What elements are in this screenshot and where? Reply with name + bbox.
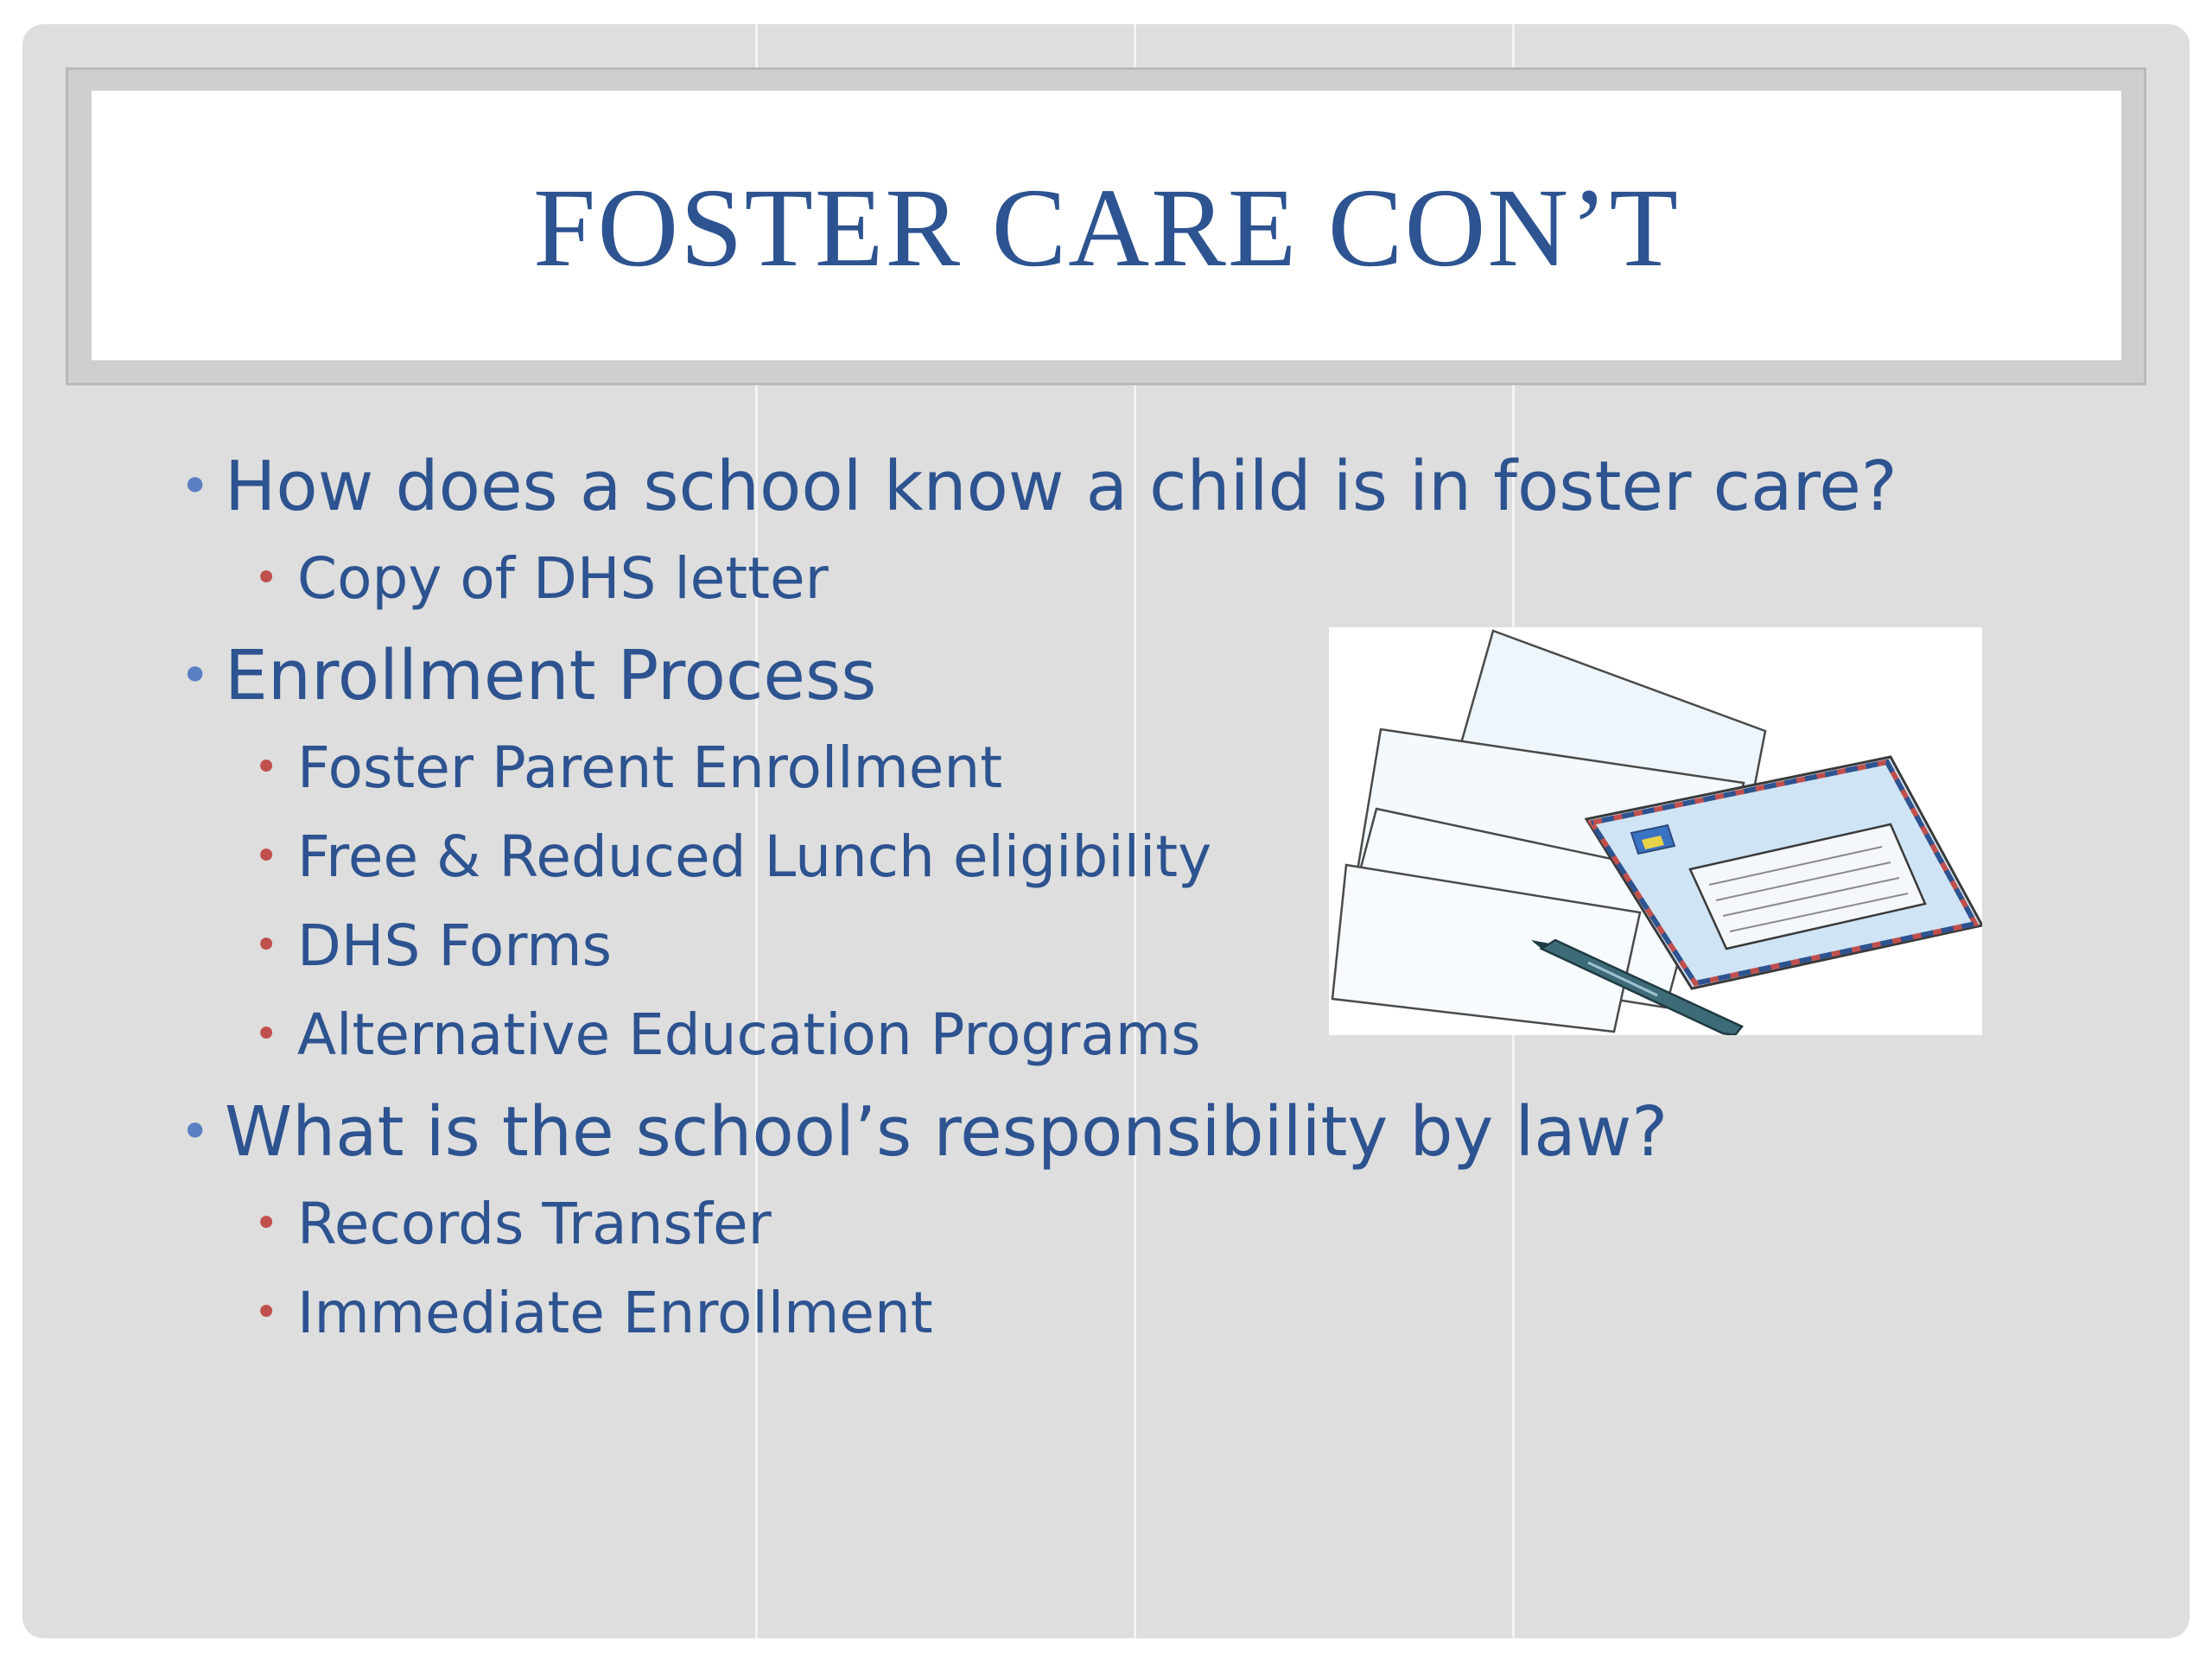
sub-bullet-dot: • bbox=[254, 743, 279, 791]
bullet-dot: • bbox=[180, 645, 211, 706]
bullet-text: What is the school’s responsibility by law? bbox=[225, 1092, 1669, 1172]
envelope-icon bbox=[1329, 627, 1982, 1035]
sub-bullet-text: Foster Parent Enrollment bbox=[297, 734, 1003, 801]
bullet-item bbox=[152, 1084, 2096, 1179]
sub-bullet-dot: • bbox=[254, 832, 279, 880]
sub-bullet-text: Free & Reduced Lunch eligibility bbox=[297, 823, 1212, 890]
sub-bullet-dot: • bbox=[254, 1288, 279, 1337]
sub-bullet-text: Alternative Education Programs bbox=[297, 1001, 1201, 1068]
sub-bullet-item bbox=[152, 1179, 2096, 1268]
title-frame bbox=[66, 67, 2146, 385]
bullet-dot: • bbox=[180, 1102, 211, 1162]
sub-bullet-text: Copy of DHS letter bbox=[297, 545, 829, 612]
envelope-papers-pen-illustration bbox=[1329, 627, 1982, 1035]
sub-bullet-dot: • bbox=[254, 921, 279, 969]
sub-bullet-dot: • bbox=[254, 1199, 279, 1248]
bullet-item bbox=[152, 439, 2096, 534]
sub-bullet-text: Immediate Enrollment bbox=[297, 1280, 933, 1346]
sub-bullet-text: Records Transfer bbox=[297, 1191, 772, 1257]
sub-bullet-dot: • bbox=[254, 554, 279, 602]
slide-title: FOSTER CARE CON’T bbox=[533, 166, 1680, 290]
sub-bullet-dot: • bbox=[254, 1010, 279, 1058]
title-box bbox=[92, 91, 2121, 360]
slide bbox=[22, 24, 2190, 1638]
bullet-text: Enrollment Process bbox=[225, 636, 877, 715]
bullet-text: How does a school know a child is in foster care? bbox=[225, 447, 1897, 526]
sub-bullet-item bbox=[152, 1268, 2096, 1357]
bullet-dot: • bbox=[180, 456, 211, 517]
sub-bullet-text: DHS Forms bbox=[297, 912, 612, 979]
sub-bullet-item bbox=[152, 534, 2096, 623]
